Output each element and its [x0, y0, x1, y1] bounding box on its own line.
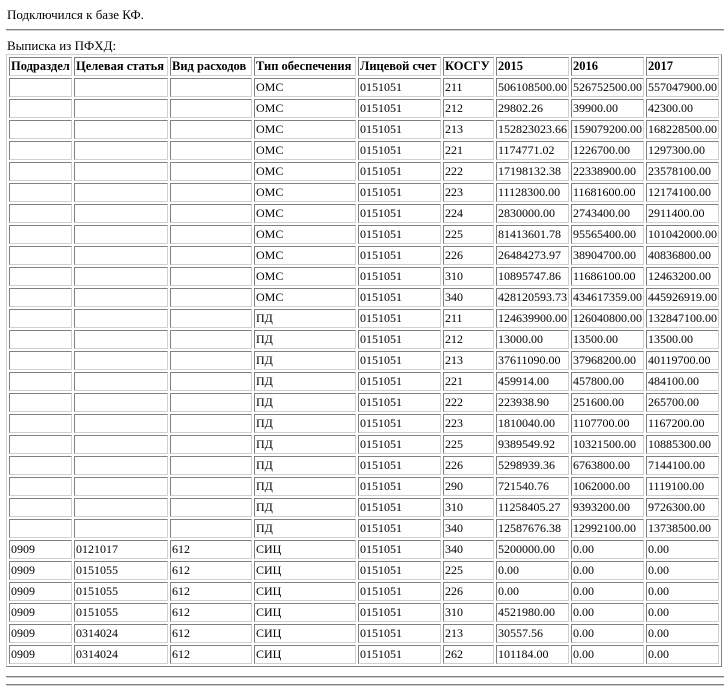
cell-podrazdel	[9, 78, 72, 97]
cell-podrazdel	[9, 288, 72, 307]
cell-kosgu: 310	[443, 267, 494, 286]
cell-licevoy-schet: 0151051	[358, 183, 441, 202]
cell-vid-rashodov: 612	[170, 582, 252, 601]
cell-kosgu: 226	[443, 456, 494, 475]
cell-celevaya-statya: 0314024	[74, 645, 168, 664]
cell-2017: 0.00	[646, 540, 719, 559]
table-row	[9, 393, 719, 412]
cell-2015: 11128300.00	[496, 183, 569, 202]
cell-2016: 0.00	[571, 645, 644, 664]
cell-2016: 0.00	[571, 624, 644, 643]
cell-tip-obespecheniya: ПД	[254, 435, 356, 454]
cell-licevoy-schet: 0151051	[358, 330, 441, 349]
cell-vid-rashodov	[170, 498, 252, 517]
cell-tip-obespecheniya: ОМС	[254, 99, 356, 118]
cell-tip-obespecheniya: ОМС	[254, 78, 356, 97]
cell-celevaya-statya: 0121017	[74, 540, 168, 559]
cell-2016: 251600.00	[571, 393, 644, 412]
table-row	[9, 645, 719, 664]
cell-licevoy-schet: 0151051	[358, 225, 441, 244]
cell-podrazdel	[9, 267, 72, 286]
cell-2017: 1167200.00	[646, 414, 719, 433]
cell-licevoy-schet: 0151051	[358, 519, 441, 538]
cell-podrazdel	[9, 225, 72, 244]
cell-vid-rashodov: 612	[170, 645, 252, 664]
cell-vid-rashodov	[170, 351, 252, 370]
cell-2015: 459914.00	[496, 372, 569, 391]
cell-celevaya-statya	[74, 330, 168, 349]
cell-kosgu: 290	[443, 477, 494, 496]
cell-kosgu: 223	[443, 414, 494, 433]
table-row	[9, 225, 719, 244]
cell-2016: 37968200.00	[571, 351, 644, 370]
table-row	[9, 330, 719, 349]
cell-kosgu: 221	[443, 141, 494, 160]
cell-licevoy-schet: 0151051	[358, 246, 441, 265]
cell-2016: 2743400.00	[571, 204, 644, 223]
cell-vid-rashodov	[170, 456, 252, 475]
cell-2015: 10895747.86	[496, 267, 569, 286]
cell-tip-obespecheniya: СИЦ	[254, 561, 356, 580]
cell-vid-rashodov	[170, 78, 252, 97]
cell-tip-obespecheniya: ОМС	[254, 204, 356, 223]
cell-tip-obespecheniya: ОМС	[254, 288, 356, 307]
cell-podrazdel	[9, 393, 72, 412]
cell-podrazdel	[9, 456, 72, 475]
cell-kosgu: 340	[443, 540, 494, 559]
divider	[6, 676, 724, 678]
cell-2015: 428120593.73	[496, 288, 569, 307]
cell-celevaya-statya	[74, 351, 168, 370]
cell-vid-rashodov: 612	[170, 561, 252, 580]
table-row	[9, 561, 719, 580]
cell-licevoy-schet: 0151051	[358, 393, 441, 412]
cell-kosgu: 310	[443, 498, 494, 517]
cell-tip-obespecheniya: СИЦ	[254, 540, 356, 559]
table-row	[9, 603, 719, 622]
cell-tip-obespecheniya: ПД	[254, 477, 356, 496]
cell-kosgu: 225	[443, 225, 494, 244]
cell-podrazdel	[9, 435, 72, 454]
cell-tip-obespecheniya: ПД	[254, 351, 356, 370]
cell-kosgu: 226	[443, 582, 494, 601]
header-podrazdel: Подраздел	[9, 57, 72, 76]
cell-vid-rashodov	[170, 162, 252, 181]
cell-licevoy-schet: 0151051	[358, 582, 441, 601]
cell-celevaya-statya	[74, 246, 168, 265]
cell-podrazdel	[9, 519, 72, 538]
cell-licevoy-schet: 0151051	[358, 435, 441, 454]
cell-vid-rashodov	[170, 309, 252, 328]
cell-vid-rashodov	[170, 435, 252, 454]
cell-2017: 168228500.00	[646, 120, 719, 139]
status-message: Подключился к базе КФ.	[7, 7, 144, 22]
cell-celevaya-statya	[74, 78, 168, 97]
table-row	[9, 246, 719, 265]
cell-celevaya-statya	[74, 393, 168, 412]
cell-celevaya-statya: 0151055	[74, 582, 168, 601]
cell-podrazdel	[9, 477, 72, 496]
cell-tip-obespecheniya: СИЦ	[254, 582, 356, 601]
cell-licevoy-schet: 0151051	[358, 120, 441, 139]
cell-2017: 1119100.00	[646, 477, 719, 496]
table-row	[9, 624, 719, 643]
cell-podrazdel: 0909	[9, 645, 72, 664]
cell-kosgu: 222	[443, 162, 494, 181]
table-row	[9, 99, 719, 118]
cell-licevoy-schet: 0151051	[358, 561, 441, 580]
header-vid-rashodov: Вид расходов	[170, 57, 252, 76]
cell-kosgu: 226	[443, 246, 494, 265]
cell-vid-rashodov: 612	[170, 540, 252, 559]
cell-2016: 13500.00	[571, 330, 644, 349]
cell-podrazdel	[9, 183, 72, 202]
cell-celevaya-statya	[74, 141, 168, 160]
cell-vid-rashodov	[170, 225, 252, 244]
cell-2017: 0.00	[646, 645, 719, 664]
table-row	[9, 456, 719, 475]
cell-kosgu: 213	[443, 120, 494, 139]
cell-celevaya-statya: 0314024	[74, 624, 168, 643]
cell-licevoy-schet: 0151051	[358, 477, 441, 496]
cell-kosgu: 225	[443, 561, 494, 580]
cell-tip-obespecheniya: ПД	[254, 456, 356, 475]
cell-2016: 39900.00	[571, 99, 644, 118]
cell-2015: 4521980.00	[496, 603, 569, 622]
cell-licevoy-schet: 0151051	[358, 372, 441, 391]
table-row	[9, 372, 719, 391]
cell-2016: 0.00	[571, 561, 644, 580]
cell-tip-obespecheniya: СИЦ	[254, 624, 356, 643]
cell-podrazdel	[9, 246, 72, 265]
cell-2016: 526752500.00	[571, 78, 644, 97]
cell-celevaya-statya	[74, 267, 168, 286]
cell-licevoy-schet: 0151051	[358, 267, 441, 286]
cell-2016: 0.00	[571, 540, 644, 559]
cell-vid-rashodov	[170, 183, 252, 202]
table-row	[9, 288, 719, 307]
cell-2016: 9393200.00	[571, 498, 644, 517]
cell-celevaya-statya	[74, 183, 168, 202]
cell-celevaya-statya	[74, 204, 168, 223]
cell-licevoy-schet: 0151051	[358, 78, 441, 97]
cell-kosgu: 222	[443, 393, 494, 412]
cell-2016: 11686100.00	[571, 267, 644, 286]
table-row	[9, 582, 719, 601]
cell-podrazdel: 0909	[9, 603, 72, 622]
cell-2015: 0.00	[496, 582, 569, 601]
cell-licevoy-schet: 0151051	[358, 141, 441, 160]
cell-tip-obespecheniya: ПД	[254, 330, 356, 349]
cell-tip-obespecheniya: ОМС	[254, 141, 356, 160]
cell-vid-rashodov: 612	[170, 624, 252, 643]
cell-celevaya-statya	[74, 120, 168, 139]
cell-celevaya-statya	[74, 414, 168, 433]
table-row	[9, 540, 719, 559]
cell-podrazdel	[9, 309, 72, 328]
table-row	[9, 141, 719, 160]
cell-kosgu: 212	[443, 330, 494, 349]
cell-podrazdel	[9, 351, 72, 370]
cell-licevoy-schet: 0151051	[358, 645, 441, 664]
cell-vid-rashodov: 612	[170, 603, 252, 622]
cell-2017: 40836800.00	[646, 246, 719, 265]
cell-2017: 42300.00	[646, 99, 719, 118]
cell-vid-rashodov	[170, 330, 252, 349]
cell-licevoy-schet: 0151051	[358, 540, 441, 559]
header-2017: 2017	[646, 57, 719, 76]
cell-celevaya-statya	[74, 309, 168, 328]
cell-2015: 13000.00	[496, 330, 569, 349]
cell-2015: 5298939.36	[496, 456, 569, 475]
table-row	[9, 78, 719, 97]
cell-2017: 0.00	[646, 624, 719, 643]
cell-vid-rashodov	[170, 204, 252, 223]
cell-licevoy-schet: 0151051	[358, 603, 441, 622]
cell-2015: 223938.90	[496, 393, 569, 412]
header-kosgu: КОСГУ	[443, 57, 494, 76]
cell-podrazdel: 0909	[9, 540, 72, 559]
cell-podrazdel: 0909	[9, 624, 72, 643]
cell-vid-rashodov	[170, 393, 252, 412]
cell-2017: 0.00	[646, 582, 719, 601]
cell-vid-rashodov	[170, 372, 252, 391]
cell-2015: 0.00	[496, 561, 569, 580]
table-row	[9, 477, 719, 496]
header-2016: 2016	[571, 57, 644, 76]
cell-tip-obespecheniya: ПД	[254, 519, 356, 538]
cell-2015: 1174771.02	[496, 141, 569, 160]
cell-2017: 13500.00	[646, 330, 719, 349]
cell-vid-rashodov	[170, 288, 252, 307]
cell-kosgu: 221	[443, 372, 494, 391]
cell-2017: 23578100.00	[646, 162, 719, 181]
cell-licevoy-schet: 0151051	[358, 414, 441, 433]
cell-podrazdel	[9, 498, 72, 517]
table-row	[9, 351, 719, 370]
header-2015: 2015	[496, 57, 569, 76]
cell-celevaya-statya	[74, 225, 168, 244]
cell-podrazdel	[9, 414, 72, 433]
cell-2017: 0.00	[646, 603, 719, 622]
cell-tip-obespecheniya: ОМС	[254, 183, 356, 202]
cell-2015: 9389549.92	[496, 435, 569, 454]
cell-celevaya-statya	[74, 456, 168, 475]
cell-kosgu: 262	[443, 645, 494, 664]
cell-tip-obespecheniya: СИЦ	[254, 645, 356, 664]
cell-2015: 81413601.78	[496, 225, 569, 244]
cell-celevaya-statya	[74, 162, 168, 181]
cell-licevoy-schet: 0151051	[358, 456, 441, 475]
cell-tip-obespecheniya: ОМС	[254, 225, 356, 244]
cell-podrazdel	[9, 330, 72, 349]
divider	[6, 684, 724, 686]
cell-podrazdel	[9, 120, 72, 139]
cell-tip-obespecheniya: СИЦ	[254, 603, 356, 622]
cell-tip-obespecheniya: ОМС	[254, 267, 356, 286]
cell-2016: 0.00	[571, 603, 644, 622]
cell-2016: 12992100.00	[571, 519, 644, 538]
divider	[6, 29, 724, 31]
cell-2017: 132847100.00	[646, 309, 719, 328]
pfhd-table	[6, 54, 722, 667]
cell-vid-rashodov	[170, 267, 252, 286]
cell-2017: 7144100.00	[646, 456, 719, 475]
cell-podrazdel	[9, 162, 72, 181]
cell-vid-rashodov	[170, 99, 252, 118]
cell-tip-obespecheniya: ПД	[254, 372, 356, 391]
cell-celevaya-statya	[74, 477, 168, 496]
cell-2017: 40119700.00	[646, 351, 719, 370]
table-row	[9, 498, 719, 517]
cell-2016: 10321500.00	[571, 435, 644, 454]
cell-vid-rashodov	[170, 120, 252, 139]
cell-podrazdel	[9, 99, 72, 118]
cell-celevaya-statya	[74, 519, 168, 538]
cell-kosgu: 340	[443, 288, 494, 307]
cell-vid-rashodov	[170, 141, 252, 160]
table-row	[9, 120, 719, 139]
cell-kosgu: 211	[443, 309, 494, 328]
table-body	[9, 78, 719, 664]
cell-podrazdel	[9, 204, 72, 223]
cell-tip-obespecheniya: ПД	[254, 498, 356, 517]
cell-2015: 1810040.00	[496, 414, 569, 433]
cell-tip-obespecheniya: ПД	[254, 414, 356, 433]
cell-2017: 265700.00	[646, 393, 719, 412]
cell-2015: 506108500.00	[496, 78, 569, 97]
cell-tip-obespecheniya: ПД	[254, 309, 356, 328]
cell-2017: 12463200.00	[646, 267, 719, 286]
cell-vid-rashodov	[170, 519, 252, 538]
cell-kosgu: 340	[443, 519, 494, 538]
cell-2017: 101042000.00	[646, 225, 719, 244]
cell-2015: 152823023.66	[496, 120, 569, 139]
cell-licevoy-schet: 0151051	[358, 498, 441, 517]
cell-2015: 29802.26	[496, 99, 569, 118]
cell-2016: 159079200.00	[571, 120, 644, 139]
cell-2015: 37611090.00	[496, 351, 569, 370]
cell-kosgu: 223	[443, 183, 494, 202]
table-header-row	[9, 57, 719, 76]
cell-2016: 1226700.00	[571, 141, 644, 160]
cell-vid-rashodov	[170, 414, 252, 433]
header-licevoy-schet: Лицевой счет	[358, 57, 441, 76]
cell-2016: 1107700.00	[571, 414, 644, 433]
cell-2017: 12174100.00	[646, 183, 719, 202]
cell-licevoy-schet: 0151051	[358, 351, 441, 370]
cell-2017: 445926919.00	[646, 288, 719, 307]
table-row	[9, 519, 719, 538]
cell-2015: 124639900.00	[496, 309, 569, 328]
cell-2015: 101184.00	[496, 645, 569, 664]
header-tip-obespecheniya: Тип обеспечения	[254, 57, 356, 76]
cell-celevaya-statya	[74, 372, 168, 391]
cell-2017: 13738500.00	[646, 519, 719, 538]
table-row	[9, 414, 719, 433]
cell-2016: 11681600.00	[571, 183, 644, 202]
cell-2016: 457800.00	[571, 372, 644, 391]
cell-celevaya-statya	[74, 498, 168, 517]
cell-2015: 11258405.27	[496, 498, 569, 517]
cell-licevoy-schet: 0151051	[358, 204, 441, 223]
cell-vid-rashodov	[170, 246, 252, 265]
table-row	[9, 183, 719, 202]
cell-2016: 22338900.00	[571, 162, 644, 181]
cell-tip-obespecheniya: ОМС	[254, 162, 356, 181]
cell-celevaya-statya: 0151055	[74, 603, 168, 622]
cell-2017: 557047900.00	[646, 78, 719, 97]
cell-2015: 12587676.38	[496, 519, 569, 538]
cell-2015: 30557.56	[496, 624, 569, 643]
cell-podrazdel	[9, 372, 72, 391]
table-row	[9, 204, 719, 223]
cell-2016: 434617359.00	[571, 288, 644, 307]
cell-2017: 10885300.00	[646, 435, 719, 454]
cell-podrazdel: 0909	[9, 561, 72, 580]
cell-2016: 1062000.00	[571, 477, 644, 496]
cell-2017: 484100.00	[646, 372, 719, 391]
cell-celevaya-statya	[74, 99, 168, 118]
cell-licevoy-schet: 0151051	[358, 99, 441, 118]
cell-2017: 1297300.00	[646, 141, 719, 160]
cell-kosgu: 212	[443, 99, 494, 118]
cell-2016: 95565400.00	[571, 225, 644, 244]
cell-celevaya-statya	[74, 288, 168, 307]
cell-licevoy-schet: 0151051	[358, 309, 441, 328]
cell-2017: 9726300.00	[646, 498, 719, 517]
cell-tip-obespecheniya: ПД	[254, 393, 356, 412]
cell-2015: 721540.76	[496, 477, 569, 496]
cell-celevaya-statya	[74, 435, 168, 454]
cell-licevoy-schet: 0151051	[358, 288, 441, 307]
cell-2016: 38904700.00	[571, 246, 644, 265]
cell-kosgu: 211	[443, 78, 494, 97]
table-row	[9, 309, 719, 328]
cell-licevoy-schet: 0151051	[358, 624, 441, 643]
cell-podrazdel: 0909	[9, 582, 72, 601]
cell-kosgu: 225	[443, 435, 494, 454]
cell-kosgu: 224	[443, 204, 494, 223]
cell-licevoy-schet: 0151051	[358, 162, 441, 181]
cell-2016: 0.00	[571, 582, 644, 601]
cell-kosgu: 213	[443, 624, 494, 643]
cell-2017: 2911400.00	[646, 204, 719, 223]
cell-kosgu: 310	[443, 603, 494, 622]
table-row	[9, 267, 719, 286]
header-celevaya-statya: Целевая статья	[74, 57, 168, 76]
cell-2016: 6763800.00	[571, 456, 644, 475]
cell-2016: 126040800.00	[571, 309, 644, 328]
cell-2015: 26484273.97	[496, 246, 569, 265]
table-row	[9, 162, 719, 181]
cell-2015: 2830000.00	[496, 204, 569, 223]
table-caption: Выписка из ПФХД:	[7, 38, 117, 53]
table-row	[9, 435, 719, 454]
cell-2015: 17198132.38	[496, 162, 569, 181]
cell-podrazdel	[9, 141, 72, 160]
cell-vid-rashodov	[170, 477, 252, 496]
cell-tip-obespecheniya: ОМС	[254, 120, 356, 139]
cell-tip-obespecheniya: ОМС	[254, 246, 356, 265]
cell-2017: 0.00	[646, 561, 719, 580]
cell-2015: 5200000.00	[496, 540, 569, 559]
cell-kosgu: 213	[443, 351, 494, 370]
cell-celevaya-statya: 0151055	[74, 561, 168, 580]
